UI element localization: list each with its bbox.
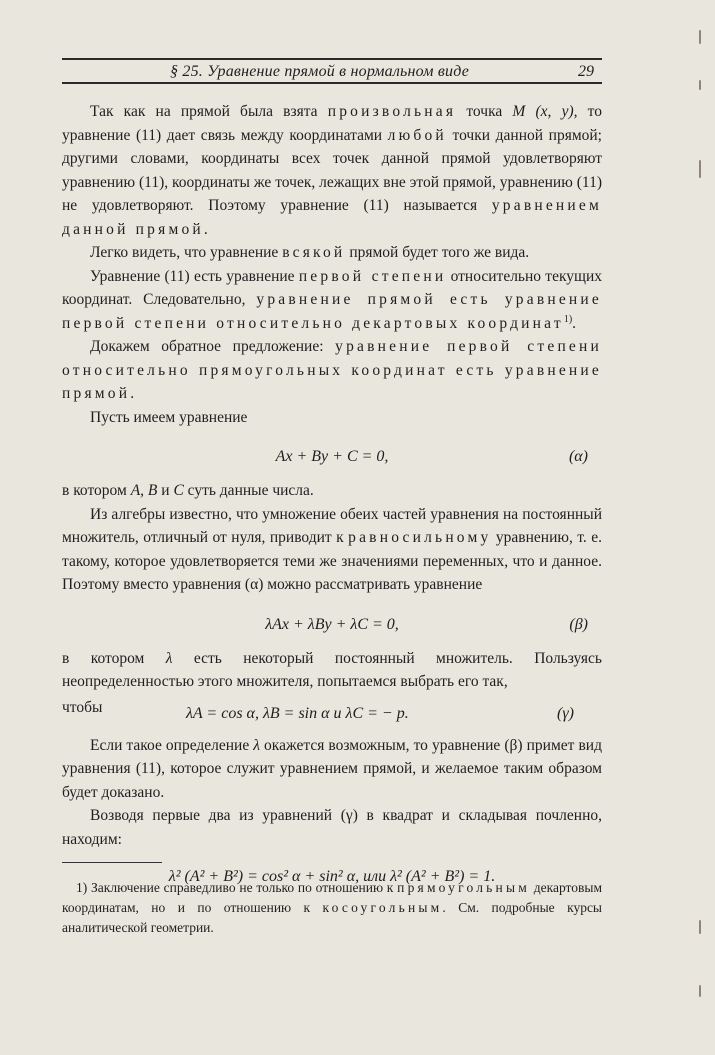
equation-gamma-label: (γ) — [557, 704, 574, 722]
footnote-marker: 1) — [563, 313, 573, 325]
spaced-emphasis: уравнение прямой есть уравнение первой степени относительно декартовых координат — [62, 291, 602, 332]
text-run: Докажем обратное предложение: — [90, 338, 336, 355]
equation-final: λ² (A² + B²) = cos² α + sin² α, или λ² (A² + B²) = 1. — [168, 868, 496, 885]
text-run: Из алгебры известно, что умножение обеих частей уравнения на постоянный множитель, отличный от нуля, приводит к — [62, 505, 602, 546]
paragraph-2 — [62, 241, 602, 265]
text-run: точка — [456, 103, 513, 120]
spaced-emphasis: всякой — [282, 244, 346, 261]
math-inline: λ — [253, 736, 260, 754]
header-title: § 25. Уравнение прямой в нормальном виде — [170, 63, 470, 80]
paragraph-4 — [62, 335, 602, 406]
text-run: . — [203, 220, 208, 238]
equation-gamma-lead: чтобы — [62, 698, 103, 716]
text-run: то уравнение (11) дает связь между координатами — [62, 103, 602, 144]
math-inline: M (x, y), — [512, 103, 578, 120]
edge-mark — [699, 920, 701, 934]
text-run: Легко видеть, что уравнение — [90, 244, 283, 261]
text-run: Если такое определение — [90, 736, 254, 754]
equation-alpha — [62, 437, 602, 475]
equation-gamma-formula: λA = cos α, λB = sin α и λC = − p. — [186, 704, 409, 722]
text-run: . См. подробные курсы аналитической геометрии. — [62, 900, 603, 935]
equation-beta-formula: λAx + λBy + λC = 0, — [265, 615, 399, 633]
equation-alpha-formula: Ax + By + C = 0, — [275, 448, 389, 465]
edge-mark — [699, 985, 701, 997]
header-top-rule — [62, 58, 602, 60]
paragraph-9 — [62, 734, 602, 805]
spaced-emphasis: любой — [387, 126, 447, 144]
text-run: в котором — [62, 482, 131, 499]
spaced-emphasis: уравнением данной прямой — [62, 197, 602, 238]
math-inline: λ — [165, 649, 173, 667]
spaced-emphasis: произвольная — [327, 103, 457, 120]
text-run: суть данные числа. — [183, 482, 314, 499]
footnote — [62, 878, 602, 938]
equation-gamma — [62, 694, 602, 724]
paragraph-8 — [62, 647, 602, 694]
paragraph-6 — [62, 479, 602, 503]
text-run: . — [130, 385, 135, 402]
spaced-emphasis: прямоугольным — [397, 880, 530, 895]
equation-beta — [62, 605, 602, 643]
page-number: 29 — [578, 63, 594, 80]
text-run: в котором — [62, 649, 166, 667]
text-run: есть некоторый постоянный множитель. Пользуясь неопределенностью этого множителя, попытаемся выбрать его так, — [62, 649, 602, 690]
paragraph-3 — [62, 265, 602, 336]
spaced-emphasis: первой степени — [298, 267, 447, 285]
page-edge-marks — [699, 20, 711, 1020]
spaced-emphasis: равносильному — [348, 529, 492, 546]
text-run: прямой будет того же вида. — [345, 244, 530, 261]
text-run: относительно текущих координат. Следовательно, — [62, 267, 602, 308]
body-text — [62, 100, 602, 889]
paragraph-5: Пусть имеем уравнение — [90, 408, 248, 426]
text-run: и — [157, 482, 174, 499]
text-run: Уравнение (11) есть уравнение — [90, 267, 299, 285]
equation-alpha-label: (α) — [568, 448, 588, 465]
footnote-text — [62, 878, 602, 938]
equation-beta-label: (β) — [569, 615, 588, 633]
edge-mark — [699, 160, 701, 178]
paragraph-7 — [62, 503, 602, 597]
text-run: декартовым координатам, но и по отношению к — [62, 880, 602, 915]
text-run: уравнению, т. е. такому, которое удовлетворяется теми же значениями переменных, что и данное. Поэтому вместо уравнения (α) можно рассматривать уравнение — [62, 529, 602, 593]
running-header — [62, 58, 602, 84]
math-inline: C — [173, 482, 184, 499]
text-run: Так как на прямой была взята — [90, 103, 328, 120]
spaced-emphasis: косоугольным — [322, 900, 443, 915]
text-run: точки данной прямой; другими словами, координаты всех точек данной прямой удовлетворяют уравнению (11), координаты же точек, лежащих вне этой прямой, уравнению (11) не удовлетворяют. Поэтому уравнение (11) называется — [62, 126, 602, 214]
paragraph-10: Возводя первые два из уравнений (γ) в квадрат и складывая почленно, находим: — [62, 807, 602, 848]
edge-mark — [699, 30, 701, 44]
paragraph-1 — [62, 100, 602, 241]
header-bottom-rule — [62, 82, 602, 84]
edge-mark — [699, 80, 701, 90]
spaced-emphasis: уравнение первой степени относительно прямоугольных координат есть уравнение прямой — [62, 338, 603, 402]
text-run: . — [572, 314, 577, 332]
text-run: 1) Заключение справедливо не только по отношению к — [76, 880, 398, 895]
math-inline: A, B — [130, 482, 158, 499]
text-run: окажется возможным, то уравнение (β) примет вид уравнения (11), которое служит уравнением прямой, и желаемое таким образом будет доказано. — [62, 736, 602, 801]
footnote-rule — [62, 862, 162, 863]
